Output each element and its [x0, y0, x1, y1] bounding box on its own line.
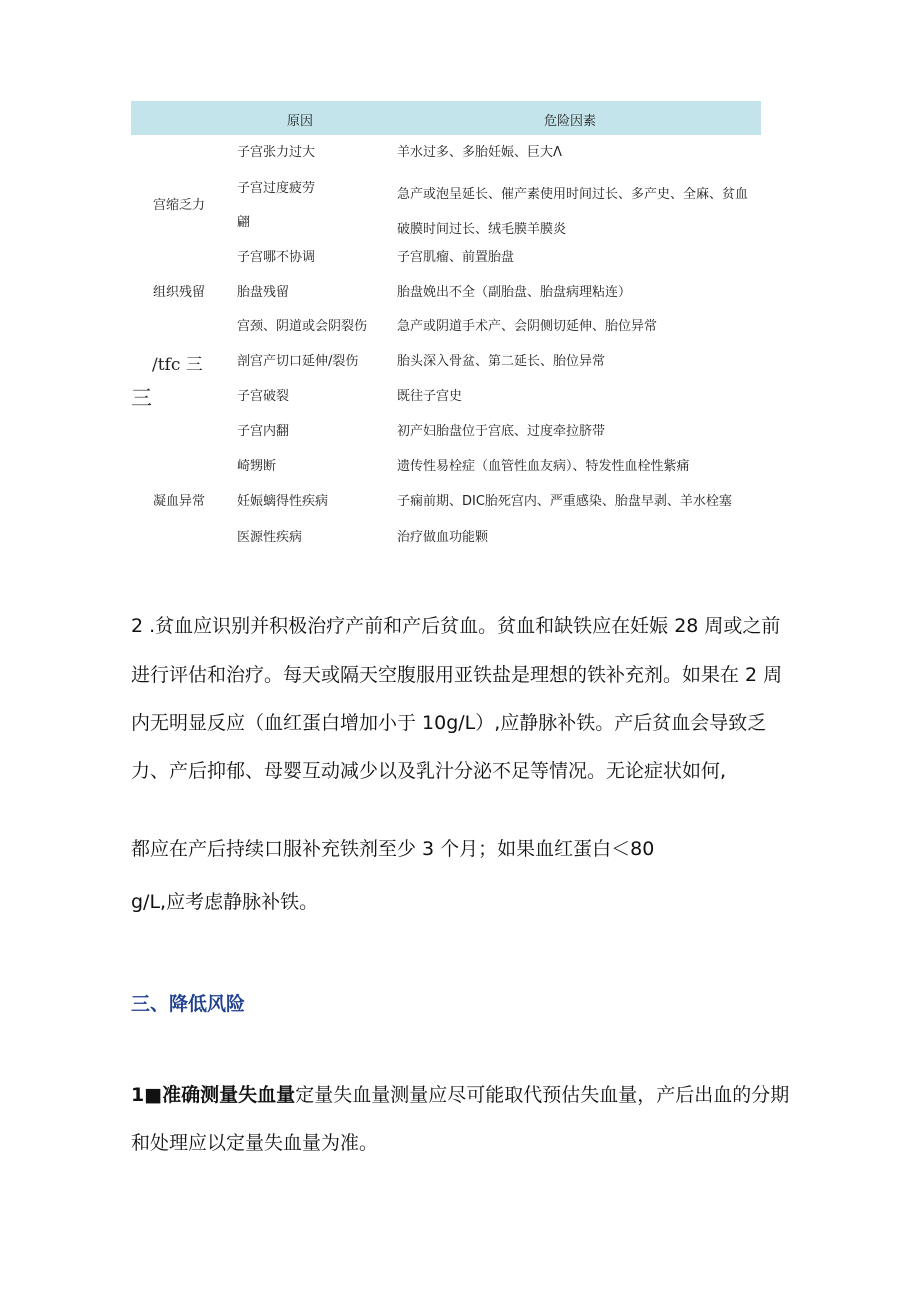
cause-cell: 妊娠螭得性疾病: [237, 494, 329, 509]
cause-cell: 子宫过度疲劳: [237, 181, 316, 196]
risk-cell: 初产妇胎盘位于宫底、过度牵拉脐带: [397, 424, 606, 439]
paragraph-line: 都应在产后持续口服补充铁剂至少 3 个月；如果血红蛋白＜80: [131, 838, 655, 860]
paragraph-line: 进行评估和治疗。每天或隔天空腹服用亚铁盐是理想的铁补充剂。如果在 2 周: [131, 664, 783, 686]
paragraph-line: 内无明显反应（血红蛋白增加小于 10g∕L）,应静脉补铁。产后贫血会导致乏: [131, 712, 767, 734]
risk-cell: 胎盘娩出不全（副胎盘、胎盘病理粘连）: [397, 285, 632, 300]
header-cause: 原因: [287, 114, 314, 129]
risk-cell: 子宫肌瘤、前置胎盘: [397, 250, 515, 265]
cause-cell: 子宫内翻: [237, 424, 290, 439]
cause-cell: 翩: [237, 215, 251, 230]
cause-cell: 子宫哪不协调: [237, 250, 316, 265]
paragraph-line: 2 .贫血应识别并积极治疗产前和产后贫血。贫血和缺铁应在妊娠 28 周或之前: [131, 615, 781, 637]
risk-cell: 治疗做血功能颗: [397, 530, 489, 545]
risk-cell: 急产或泡呈延长、催产素使用时间过长、多产史、全麻、贫血: [397, 187, 749, 202]
scan-artifact-text: 三: [131, 386, 152, 410]
cause-cell: 崎甥断: [237, 459, 277, 474]
category-cell: 组织残留: [153, 285, 206, 300]
risk-cell: 急产或阴道手术产、会阴侧切延伸、胎位异常: [397, 319, 658, 334]
paragraph-text: 定量失血量测量应尽可能取代预估失血量，产后出血的分期: [295, 1084, 790, 1106]
cause-cell: 剖宫产切口延伸/裂伤: [237, 354, 359, 369]
risk-cell: 胎头深入骨盆、第二延长、胎位异常: [397, 354, 606, 369]
cause-cell: 医源性疾病: [237, 530, 303, 545]
scan-artifact-text: ∕tfc 三: [152, 355, 203, 375]
risk-cell: 破膜时间过长、绒毛膜羊膜炎: [397, 222, 567, 237]
risk-cell: 既往子宫史: [397, 389, 463, 404]
paragraph-bold-lead: 1■准确测量失血量: [131, 1084, 296, 1106]
risk-cell: 子痫前期、DIC胎死宫内、严重感染、胎盘早剥、羊水栓塞: [397, 494, 732, 509]
cause-cell: 子宫破裂: [237, 389, 290, 404]
paragraph-line: 力、产后抑郁、母婴互动减少以及乳汁分泌不足等情况。无论症状如何,: [131, 760, 727, 782]
paragraph-line: 和处理应以定量失血量为准。: [131, 1132, 379, 1154]
paragraph-line: g/L,应考虑静脉补铁。: [131, 891, 319, 913]
cause-cell: 子宫张力过大: [237, 145, 316, 160]
risk-cell: 羊水过多、多胎妊娠、巨大Λ: [397, 145, 562, 160]
table-header: [131, 101, 761, 135]
cause-cell: 宫颈、阴道或会阴裂伤: [237, 319, 368, 334]
cause-cell: 胎盘残留: [237, 285, 290, 300]
section-heading: 三、降低风险: [131, 993, 246, 1015]
category-cell: 宫缩乏力: [153, 198, 206, 213]
header-risk: 危险因素: [544, 114, 597, 129]
category-cell: 凝血异常: [153, 494, 206, 509]
risk-cell: 遗传性易栓症（血管性血友病）、特发性血栓性紫痛: [397, 459, 690, 474]
paragraph-line: [131, 1084, 789, 1106]
